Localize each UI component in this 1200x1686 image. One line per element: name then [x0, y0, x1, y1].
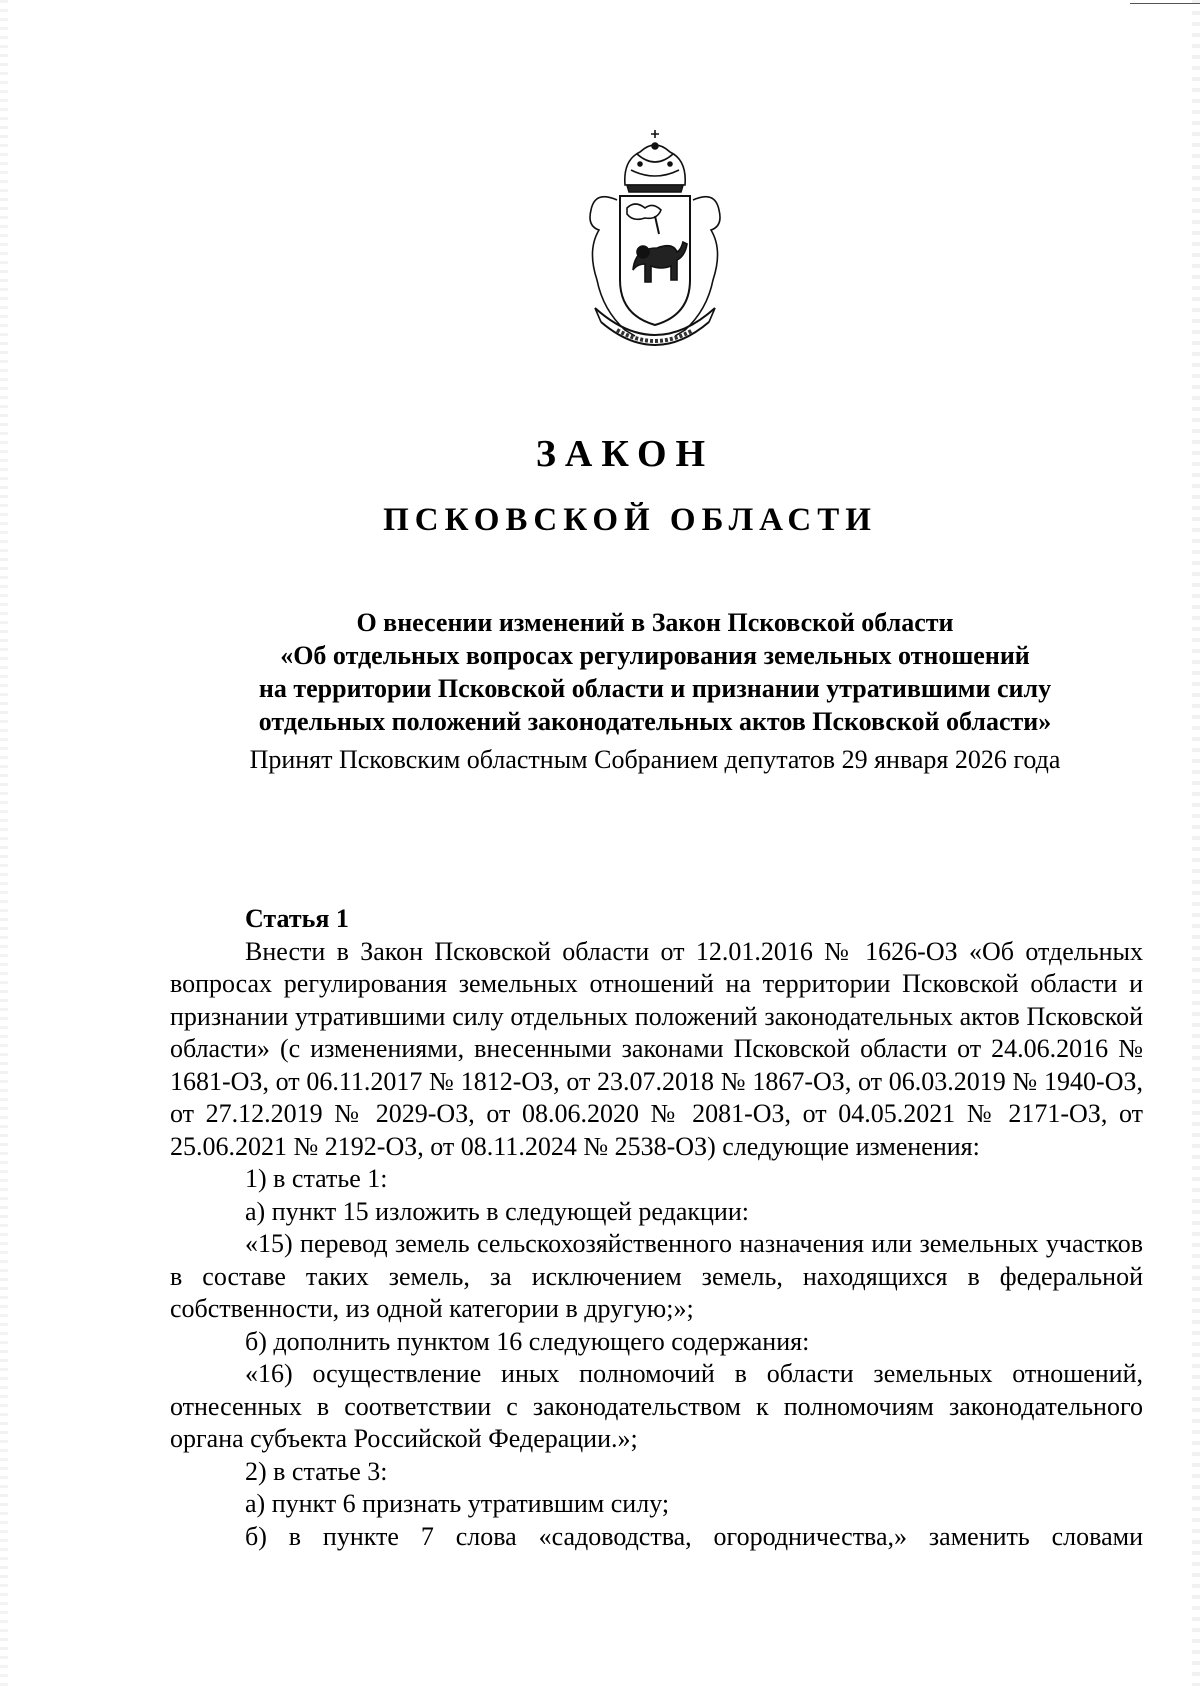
- coat-of-arms-icon: [565, 130, 745, 370]
- article-item: 1) в статье 1:: [245, 1164, 388, 1193]
- article-intro: Внести в Закон Псковской области от 12.01.2016 № 1626-ОЗ «Об отдельных вопросах регулирования земельных отношений на территории Псковской области и признании утратившими силу отдельных положений законодательных актов Псковской области» (с изменениями, внесенными законами Псковской области от 24.06.2016 № 1681-ОЗ, от 06.11.2017 № 1812-ОЗ, от 23.07.2018 № 1867-ОЗ, от 06.03.2019 № 1940-ОЗ, от 27.12.2019 № 2029-ОЗ, от 08.06.2020 № 2081-ОЗ, от 04.05.2021 № 2171-ОЗ, от 25.06.2021 № 2192-ОЗ, от 08.11.2024 № 2538-ОЗ) следующие изменения:: [170, 936, 1143, 1161]
- subject-line: О внесении изменений в Закон Псковской области: [356, 608, 954, 637]
- document-title: ЗАКОН: [535, 433, 715, 475]
- law-subject: [170, 606, 1140, 738]
- document-region: ПСКОВСКОЙ ОБЛАСТИ: [383, 502, 877, 538]
- subject-line: на территории Псковской области и признании утратившими силу: [258, 674, 1052, 703]
- article-body: [170, 903, 1143, 1553]
- article-item: а) пункт 15 изложить в следующей редакции:: [245, 1196, 749, 1226]
- article-heading: Статья 1: [245, 904, 349, 933]
- article-item: б) дополнить пунктом 16 следующего содержания:: [245, 1326, 810, 1356]
- adoption-note: Принят Псковским областным Собранием депутатов 29 января 2026 года: [249, 745, 1061, 774]
- scan-edge-right: [1192, 0, 1200, 1686]
- article-item: а) пункт 6 признать утратившим силу;: [245, 1489, 670, 1518]
- article-item: «16) осуществление иных полномочий в области земельных отношений, отнесенных в соответствии с законодательством к полномочиям законодательного органа субъекта Российской Федерации.»;: [170, 1359, 1143, 1453]
- scan-mark: [1130, 3, 1200, 4]
- subject-line: отдельных положений законодательных актов Псковской области»: [258, 707, 1052, 736]
- article-item: 2) в статье 3:: [245, 1456, 388, 1486]
- subject-line: «Об отдельных вопросах регулирования земельных отношений: [280, 641, 1030, 670]
- article-item: «15) перевод земель сельскохозяйственного назначения или земельных участков в составе таких земель, за исключением земель, находящихся в федеральной собственности, из одной категории в другую;»;: [170, 1229, 1143, 1323]
- scan-edge-left: [0, 0, 8, 1686]
- article-item: б) в пункте 7 слова «садоводства, огородничества,» заменить словами: [245, 1521, 1143, 1551]
